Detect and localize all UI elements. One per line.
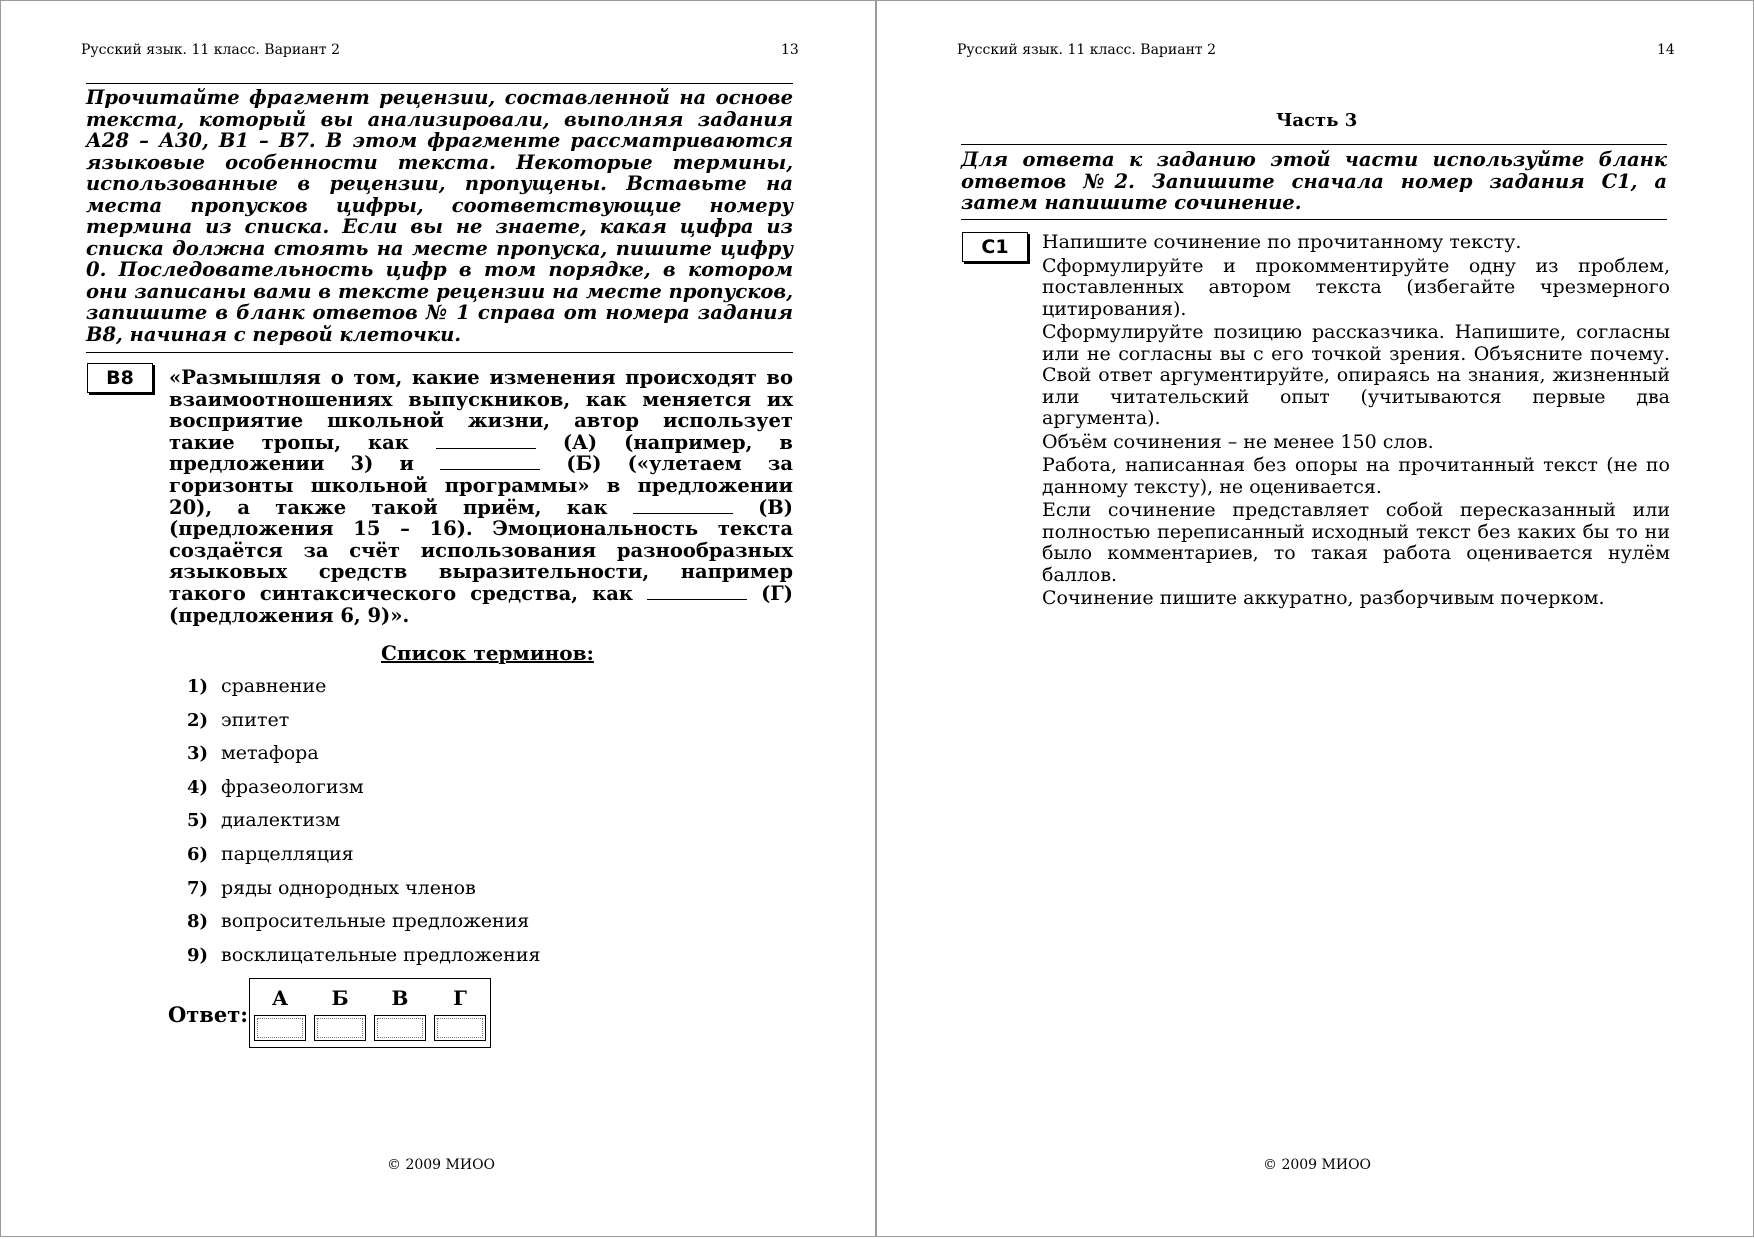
left-footer: © 2009 МИОО bbox=[387, 1157, 496, 1173]
term-number: 7) bbox=[187, 877, 209, 899]
answer-col-c-label: В bbox=[391, 986, 409, 1010]
c1-paragraph: Сформулируйте и прокомментируйте одну из проблем, поставленных автором текста (избегайте чрезмерного цитирования). bbox=[1042, 254, 1670, 320]
term-item bbox=[187, 773, 540, 807]
c1-paragraph: Сформулируйте позицию рассказчика. Напишите, согласны или не согласны вы с его точкой зрения. Объясните почему. Свой ответ аргументируйте, опираясь на знания, жизненный или читательский опыт (учитываются первые два аргумента). bbox=[1042, 321, 1670, 429]
term-label: фразеологизм bbox=[221, 775, 364, 798]
answer-cell-a[interactable] bbox=[254, 1015, 306, 1041]
part-title: Часть 3 bbox=[1276, 110, 1358, 131]
right-page-number: 14 bbox=[1657, 42, 1675, 58]
b8-review-text bbox=[169, 367, 793, 626]
review-part-2: (А) (например, в предложении 3) и bbox=[169, 430, 793, 476]
task-label-b8: В8 bbox=[87, 363, 153, 393]
term-number: 1) bbox=[187, 676, 209, 697]
right-header-title: Русский язык. 11 класс. Вариант 2 bbox=[957, 42, 1217, 58]
c1-paragraph: Если сочинение представляет собой пересказанный или полностью переписанный исходный текст без каких бы то ни было комментариев, то такая работа оценивается нулём баллов. bbox=[1042, 499, 1670, 586]
term-number: 6) bbox=[187, 843, 209, 865]
term-label: парцелляция bbox=[221, 842, 354, 865]
left-page-number: 13 bbox=[781, 42, 799, 58]
term-item bbox=[187, 874, 540, 908]
answer-grid bbox=[249, 978, 491, 1048]
task-label-c1: С1 bbox=[962, 232, 1028, 262]
term-number: 9) bbox=[187, 944, 209, 966]
term-number: 8) bbox=[187, 911, 209, 933]
term-number: 4) bbox=[187, 776, 209, 798]
b8-instruction: Прочитайте фрагмент рецензии, составленной на основе текста, который вы анализировали, выполняя задания А28 – А30, В1 – В7. В этом фрагменте рассматриваются языковые особенности текста. Некоторые термины, использованные в рецензии, пропущены. Вставьте на места пропусков цифры, соответствующие номеру термина из списка. Если вы не знаете, какая цифра из списка должна стоять на месте пропуска, пишите цифру 0. Последовательность цифр в том порядке, в котором они записаны вами в тексте рецензии на месте пропусков, запишите в бланк ответов № 1 справа от номера задания В8, начиная с первой клеточки. bbox=[86, 86, 793, 346]
left-page bbox=[0, 0, 876, 1237]
answer-col-b-label: Б bbox=[331, 986, 349, 1010]
answer-label: Ответ: bbox=[168, 1002, 249, 1027]
term-number: 3) bbox=[187, 743, 209, 765]
term-label: сравнение bbox=[221, 675, 327, 697]
instruction-top-rule bbox=[86, 83, 793, 84]
term-label: восклицательные предложения bbox=[221, 943, 541, 966]
terms-list bbox=[187, 672, 540, 974]
c1-paragraph: Сочинение пишите аккуратно, разборчивым почерком. bbox=[1042, 587, 1605, 609]
left-header-title: Русский язык. 11 класс. Вариант 2 bbox=[81, 42, 341, 58]
c1-paragraph: Напишите сочинение по прочитанному тексту. bbox=[1042, 231, 1522, 253]
answer-col-a-label: А bbox=[271, 986, 289, 1010]
term-item bbox=[187, 706, 540, 740]
term-item bbox=[187, 840, 540, 874]
term-label: вопросительные предложения bbox=[221, 910, 530, 933]
blank-a bbox=[436, 434, 536, 449]
part3-top-rule bbox=[961, 144, 1667, 145]
term-item bbox=[187, 941, 540, 975]
c1-paragraph: Объём сочинения – не менее 150 слов. bbox=[1042, 430, 1434, 453]
right-footer: © 2009 МИОО bbox=[1263, 1157, 1372, 1173]
answer-cell-d[interactable] bbox=[434, 1015, 486, 1041]
c1-paragraph: Работа, написанная без опоры на прочитанный текст (не по данному тексту), не оценивается. bbox=[1042, 454, 1670, 498]
term-item bbox=[187, 672, 540, 706]
term-number: 2) bbox=[187, 709, 209, 731]
blank-b bbox=[440, 455, 540, 470]
term-item bbox=[187, 907, 540, 941]
answer-cell-b[interactable] bbox=[314, 1015, 366, 1041]
term-item bbox=[187, 739, 540, 773]
review-part-3: (Б) («улетаем за горизонты школьной программы» в предложении 20), а также такой приём, как bbox=[169, 452, 794, 519]
answer-cell-c[interactable] bbox=[374, 1015, 426, 1041]
terms-title: Список терминов: bbox=[381, 641, 594, 665]
term-label: диалектизм bbox=[221, 809, 341, 832]
blank-c bbox=[633, 499, 733, 514]
part3-bottom-rule bbox=[961, 219, 1667, 220]
term-item bbox=[187, 806, 540, 840]
review-part-5: (Г) (предложения 6, 9)». bbox=[169, 581, 793, 627]
term-label: эпитет bbox=[221, 708, 290, 731]
instruction-bottom-rule bbox=[86, 352, 793, 353]
term-label: метафора bbox=[221, 742, 319, 765]
term-label: ряды однородных членов bbox=[221, 876, 476, 899]
term-number: 5) bbox=[187, 810, 209, 832]
answer-col-d-label: Г bbox=[453, 986, 467, 1010]
review-part-1: «Размышляя о том, какие изменения происходят во взаимоотношениях выпускников, как меняется их восприятие школьной жизни, автор использует такие тропы, как bbox=[169, 366, 793, 454]
review-part-4: (В) (предложения 15 – 16). Эмоциональность текста создаётся за счёт использования разнообразных языковых средств выразительности, например такого синтаксического средства, как bbox=[169, 495, 794, 605]
part3-instruction: Для ответа к заданию этой части используйте бланк ответов №2. Запишите сначала номер задания С1, а затем напишите сочинение. bbox=[961, 148, 1667, 214]
c1-task-text bbox=[1042, 232, 1670, 612]
blank-d bbox=[647, 585, 747, 600]
